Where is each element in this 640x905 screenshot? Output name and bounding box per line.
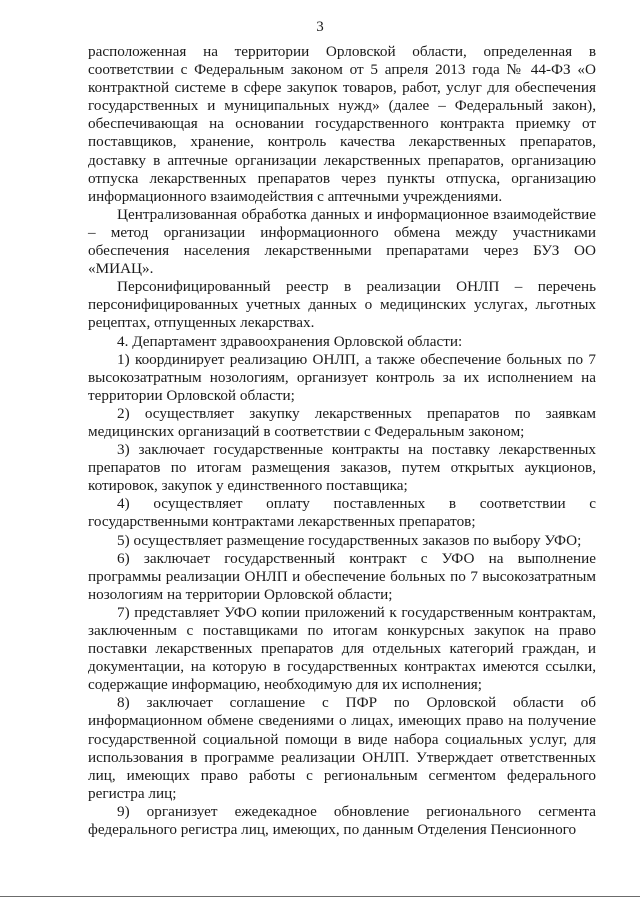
paragraph-continued-definition: расположенная на территории Орловской области, определенная в соответствии с Федеральным законом от 5 апреля 2013 года № 44-ФЗ «О контрактной системе в сфере закупок товаров, работ, услуг для обеспечения государственных и муниципальных нужд» (далее – Федеральный закон), обеспечивающая на основании государственного контракта приемку от поставщиков, хранение, контроль качества лекарственных препаратов, доставку в аптечные организации лекарственных препаратов, организацию отпуска лекарственных препаратов через пункты отпуска, организацию информационного взаимодействия с аптечными учреждениями. <box>88 43 596 205</box>
section-heading-department: 4. Департамент здравоохранения Орловской области: <box>117 332 463 350</box>
list-item-4: 4) осуществляет оплату поставленных в соответствии с государственными контрактами лекарственных препаратов; <box>88 495 596 531</box>
list-item-2: 2) осуществляет закупку лекарственных препаратов по заявкам медицинских организаций в соответствии с Федеральным законом; <box>88 404 596 440</box>
list-item-9: 9) организует ежедекадное обновление регионального сегмента федерального регистра лиц, имеющих, по данным Отделения Пенсионного <box>88 802 596 839</box>
list-item-7: 7) представляет УФО копии приложений к государственным контрактам, заключенным с поставщиками по итогам конкурсных закупок на право поставки лекарственных препаратов для отдельных категорий граждан, и документации, на которую в государственных контрактах имеются ссылки, содержащие информацию, необходимую для их исполнения; <box>88 603 596 694</box>
paragraph-centralized-processing: Централизованная обработка данных и информационное взаимодействие – метод организации информационного обмена между участниками обеспечения населения лекарственными препаратами через БУЗ ОО «МИАЦ». <box>88 205 596 278</box>
page-number: 3 <box>316 19 324 35</box>
list-item-3: 3) заключает государственные контракты на поставку лекарственных препаратов по итогам размещения заказов, путем открытых аукционов, котировок, закупок у единственного поставщика; <box>88 441 596 495</box>
list-item-6: 6) заключает государственный контракт с УФО на выполнение программы реализации ОНЛП и обеспечение больных по 7 высокозатратным нозологиям на территории Орловской области; <box>88 549 596 603</box>
page-bottom-edge <box>0 896 640 897</box>
paragraph-personal-registry: Персонифицированный реестр в реализации ОНЛП – перечень персонифицированных учетных данных о медицинских услугах, льготных рецептах, отпущенных лекарствах. <box>88 278 596 332</box>
list-item-8: 8) заключает соглашение с ПФР по Орловской области об информационном обмене сведениями о лицах, имеющих право на получение государственной социальной помощи в виде набора социальных услуг, для использования в программе реализации ОНЛП. Утверждает ответственных лиц, имеющих право работы с региональным сегментом федерального регистра лиц; <box>88 694 596 802</box>
list-item-1: 1) координирует реализацию ОНЛП, а также обеспечение больных по 7 высокозатратным нозологиям, организует контроль за их исполнением на территории Орловской области; <box>88 350 596 404</box>
list-item-5: 5) осуществляет размещение государственных заказов по выбору УФО; <box>117 531 582 549</box>
document-body <box>88 43 596 839</box>
